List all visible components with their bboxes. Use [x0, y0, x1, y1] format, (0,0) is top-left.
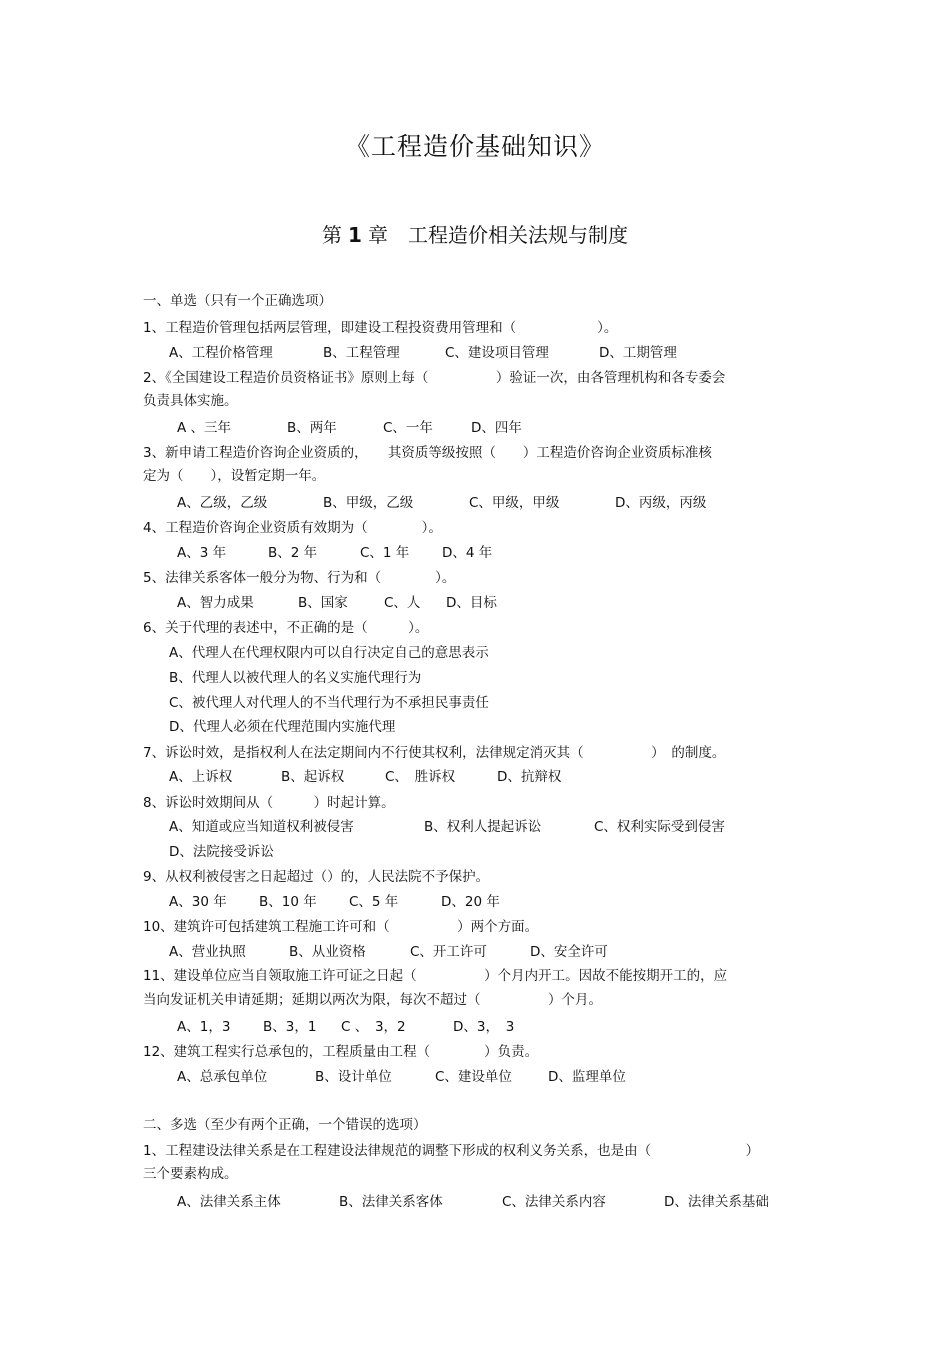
option: C、5 年 — [349, 894, 399, 910]
question-10: 10、建筑许可包括建筑工程施工许可和（ ）两个方面。 — [143, 919, 539, 935]
chapter-prefix: 第 — [322, 223, 343, 247]
question-2-continued: 负责具体实施。 — [143, 393, 238, 409]
option: A 、三年 — [177, 420, 232, 436]
question-4-options — [177, 544, 492, 562]
chapter-number: 1 — [348, 223, 362, 247]
option: B、权利人提起诉讼 — [424, 819, 542, 835]
question-9-options — [169, 893, 500, 911]
option: A、总承包单位 — [177, 1069, 268, 1085]
option: A、营业执照 — [169, 944, 246, 960]
option: D、4 年 — [442, 545, 493, 561]
option: A、工程价格管理 — [169, 345, 273, 361]
question-2: 2、《全国建设工程造价员资格证书》原则上每（ ）验证一次，由各管理机构和各专委会 — [143, 370, 726, 386]
multi-question-1-continued: 三个要素构成。 — [143, 1166, 238, 1182]
option: D、监理单位 — [548, 1069, 626, 1085]
option: C、人 — [384, 595, 421, 611]
option: B、两年 — [287, 420, 337, 436]
chapter-name: 工程造价相关法规与制度 — [407, 223, 628, 247]
question-3-options — [177, 494, 706, 512]
option: D、安全许可 — [530, 944, 608, 960]
option: D、3， 3 — [453, 1019, 515, 1035]
question-10-options — [169, 943, 608, 961]
option: C、被代理人对代理人的不当代理行为不承担民事责任 — [169, 695, 489, 711]
chapter-suffix: 章 — [367, 223, 388, 247]
option: A、30 年 — [169, 894, 227, 910]
option: A、乙级，乙级 — [177, 495, 268, 511]
option: A、代理人在代理权限内可以自行决定自己的意思表示 — [169, 645, 489, 661]
option: D、抗辩权 — [497, 769, 562, 785]
option: C、开工许可 — [410, 944, 487, 960]
option: A、法律关系主体 — [177, 1194, 281, 1210]
question-3: 3、新申请工程造价咨询企业资质的， 其资质等级按照（ ）工程造价咨询企业资质标准核 — [143, 445, 712, 461]
option: A、1，3 — [177, 1019, 231, 1035]
question-11-continued: 当向发证机关申请延期；延期以两次为限，每次不超过（ ）个月。 — [143, 992, 602, 1008]
option: B、甲级，乙级 — [323, 495, 414, 511]
option: C、法律关系内容 — [502, 1194, 606, 1210]
question-5-options — [177, 594, 497, 612]
option: B、国家 — [298, 595, 348, 611]
question-5: 5、法律关系客体一般分为物、行为和（ ）。 — [143, 570, 456, 586]
option: A、3 年 — [177, 545, 227, 561]
option: B、起诉权 — [281, 769, 345, 785]
option: B、法律关系客体 — [339, 1194, 443, 1210]
section-heading-single-choice: 一、单选（只有一个正确选项） — [143, 293, 332, 309]
chapter-title — [0, 219, 950, 248]
question-1: 1、工程造价管理包括两层管理，即建设工程投资费用管理和（ ）。 — [143, 320, 618, 336]
question-3-continued: 定为（ ），设暂定期一年。 — [143, 468, 326, 484]
option: D、四年 — [471, 420, 522, 436]
option: C、 胜诉权 — [385, 769, 456, 785]
question-8: 8、诉讼时效期间从（ ）时起计算。 — [143, 795, 395, 811]
document-title: 《工程造价基础知识》 — [344, 132, 605, 161]
question-11: 11、建设单位应当自领取施工许可证之日起（ ）个月内开工。因故不能按期开工的，应 — [143, 968, 728, 984]
question-12: 12、建筑工程实行总承包的，工程质量由工程（ ）负责。 — [143, 1044, 539, 1060]
question-12-options — [177, 1068, 626, 1086]
option: C、1 年 — [360, 545, 410, 561]
question-7-options — [169, 768, 561, 786]
option: C、一年 — [383, 420, 433, 436]
option: C 、 3，2 — [341, 1019, 406, 1035]
option: A、智力成果 — [177, 595, 254, 611]
question-1-options — [169, 344, 677, 362]
option: B、设计单位 — [315, 1069, 392, 1085]
question-7: 7、诉讼时效，是指权利人在法定期间内不行使其权利，法律规定消灭其（ ） 的制度。 — [143, 745, 726, 761]
option: C、建设项目管理 — [445, 345, 549, 361]
multi-question-1-options — [177, 1193, 769, 1211]
option: B、3，1 — [263, 1019, 317, 1035]
option: D、丙级，丙级 — [615, 495, 707, 511]
option: D、法律关系基础 — [664, 1194, 769, 1210]
option: C、权利实际受到侵害 — [594, 819, 725, 835]
question-4: 4、工程造价咨询企业资质有效期为（ ）。 — [143, 520, 442, 536]
question-11-options — [177, 1018, 514, 1036]
option: B、2 年 — [268, 545, 318, 561]
question-2-options — [177, 419, 522, 437]
option: D、代理人必须在代理范围内实施代理 — [169, 719, 396, 735]
option: D、20 年 — [441, 894, 500, 910]
question-8-options — [169, 818, 725, 836]
multi-question-1: 1、工程建设法律关系是在工程建设法律规范的调整下形成的权利义务关系，也是由（ ） — [143, 1143, 760, 1159]
question-9: 9、从权利被侵害之日起超过（）的，人民法院不予保护。 — [143, 869, 490, 885]
option: D、工期管理 — [599, 345, 677, 361]
section-heading-multiple-choice: 二、多选（至少有两个正确，一个错误的选项） — [143, 1117, 427, 1133]
option: B、从业资格 — [289, 944, 366, 960]
option: A、上诉权 — [169, 769, 233, 785]
option: D、目标 — [446, 595, 497, 611]
option: C、建设单位 — [435, 1069, 512, 1085]
option: D、法院接受诉讼 — [169, 844, 274, 860]
option: C、甲级，甲级 — [469, 495, 560, 511]
question-6: 6、关于代理的表述中，不正确的是（ ）。 — [143, 620, 429, 636]
option: B、代理人以被代理人的名义实施代理行为 — [169, 670, 422, 686]
option: A、知道或应当知道权利被侵害 — [169, 819, 354, 835]
option: B、10 年 — [259, 894, 317, 910]
option: B、工程管理 — [323, 345, 400, 361]
